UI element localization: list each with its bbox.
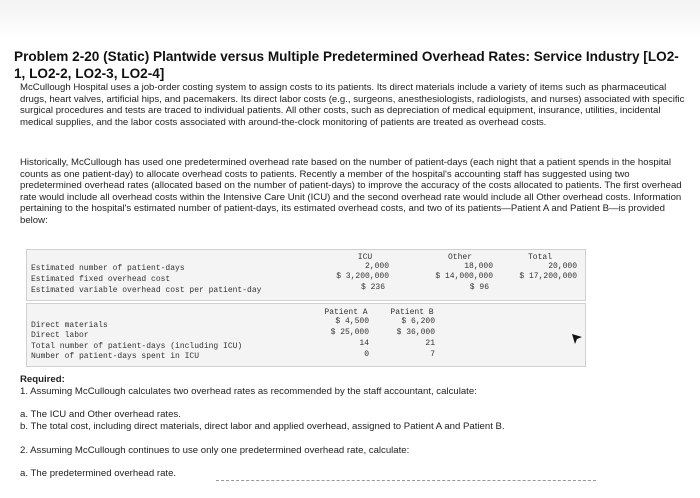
table-cell: 2,000 [364, 262, 389, 271]
row-label: Direct labor [31, 331, 89, 340]
column-header-total: Total [527, 253, 552, 262]
column-header-other: Other [447, 253, 472, 262]
background-paragraph: Historically, McCullough has used one predetermined overhead rate based on the number of patient-days (each night that a patient spends in the hospital counts as one patient-day) to allocate overhead costs to patients. Recently a member of the hospital's accounting staff has suggested using two predetermined overhead rates (allocated based on the number of patient-days) to improve the accuracy of the costs allocated to patients. The first overhead rate would include all overhead costs within the Intensive Care Unit (ICU) and the second overhead rate would include all Other overhead costs. Information pertaining to the hospital's estimated number of patient-days, its estimated overhead costs, and two of its patients—Patient A and Patient B—is provided below: [20, 157, 682, 226]
patient-costs-table [26, 303, 586, 367]
table-cell: 20,000 [548, 262, 577, 271]
required-heading: Required: [20, 374, 65, 385]
row-label: Direct materials [31, 321, 108, 330]
overhead-estimates-table [26, 249, 586, 301]
table-cell: $ 14,000,000 [435, 272, 493, 281]
row-label: Total number of patient-days (including ICU) [31, 342, 243, 351]
column-header-patient-b: Patient B [390, 308, 434, 317]
row-label: Number of patient-days spent in ICU [31, 352, 200, 361]
question-2: 2. Assuming McCullough continues to use only one predetermined overhead rate, calculate: [20, 445, 410, 456]
question-1a: a. The ICU and Other overhead rates. [20, 409, 181, 420]
question-1b: b. The total cost, including direct materials, direct labor and applied overhead, assigned to Patient A and Patient B. [20, 421, 505, 432]
problem-title: Problem 2-20 (Static) Plantwide versus Multiple Predetermined Overhead Rates: Service Industry [LO2-1, LO2-2, LO2-3, LO2-4] [14, 49, 679, 81]
table-cell: $ 36,000 [396, 328, 435, 337]
divider [216, 478, 596, 481]
table-cell: $ 96 [469, 283, 489, 292]
table-cell: $ 3,200,000 [336, 272, 389, 281]
table-cell: 7 [430, 350, 435, 359]
table-cell: 0 [364, 350, 369, 359]
table-cell: 14 [359, 339, 369, 348]
column-header-patient-a: Patient A [324, 308, 368, 317]
row-label: Estimated number of patient-days [31, 264, 185, 273]
table-cell: $ 236 [360, 283, 385, 292]
question-2a: a. The predetermined overhead rate. [20, 468, 177, 479]
table-cell: 18,000 [464, 262, 493, 271]
intro-paragraph: McCullough Hospital uses a job-order costing system to assign costs to its patients. Its direct materials include a variety of items such as pharmaceutical drugs, heart valves, artificial hips, and pacemakers. Its direct labor costs (e.g., surgeons, anesthesiologists, radiologists, and nurses) associated with specific surgical procedures and tests are traced to individual patients. All other costs, such as depreciation of medical equipment, insurance, utilities, incidental medical supplies, and the labor costs associated with around-the-clock monitoring of patients are treated as overhead costs. [20, 82, 685, 128]
top-shading [0, 0, 700, 40]
table-cell: 21 [425, 339, 435, 348]
table-cell: $ 6,200 [401, 317, 435, 326]
row-label: Estimated variable overhead cost per patient-day [31, 286, 262, 295]
question-1: 1. Assuming McCullough calculates two overhead rates as recommended by the staff accountant, calculate: [20, 386, 477, 397]
column-header-icu: ICU [357, 253, 373, 262]
table-cell: $ 25,000 [330, 328, 369, 337]
table-cell: $ 17,200,000 [519, 272, 577, 281]
row-label: Estimated fixed overhead cost [31, 275, 171, 284]
mouse-pointer-icon [571, 332, 583, 350]
table-cell: $ 4,500 [335, 317, 369, 326]
